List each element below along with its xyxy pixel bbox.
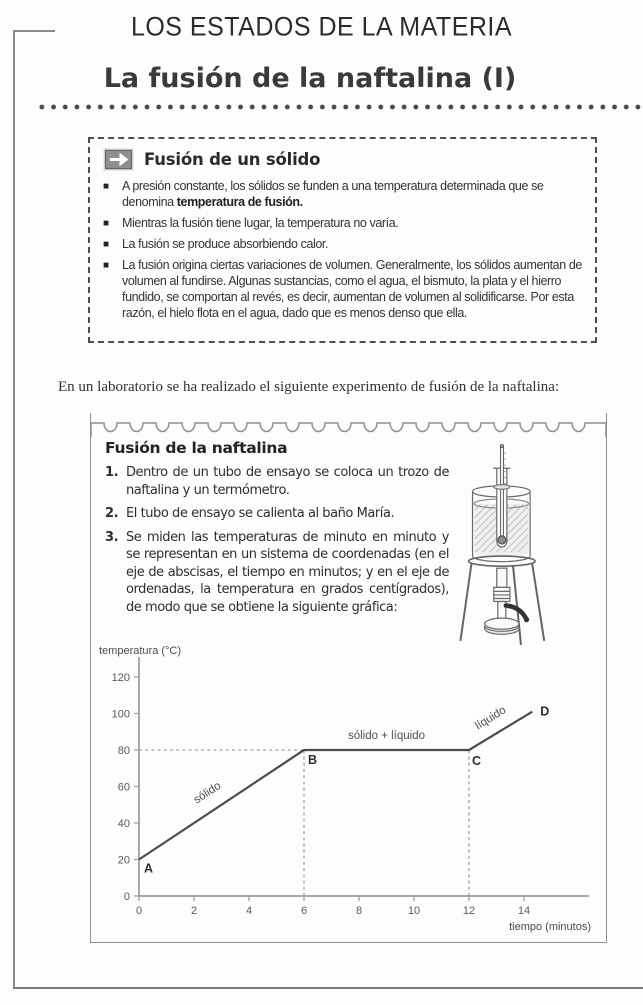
svg-text:12: 12	[462, 905, 476, 917]
scalloped-edge	[90, 412, 607, 438]
svg-text:0: 0	[135, 905, 143, 917]
svg-text:6: 6	[300, 905, 308, 917]
step-number: 2.	[105, 506, 119, 521]
experiment-steps	[105, 464, 449, 622]
page-frame-left	[13, 30, 55, 988]
step-item	[105, 529, 449, 617]
svg-text:80: 80	[117, 745, 130, 757]
svg-text:tiempo (minutos): tiempo (minutos)	[509, 921, 591, 933]
bullet-text: Mientras la fusión tiene lugar, la temperatura no varía.	[122, 216, 399, 230]
bullet-text-bold: temperatura de fusión.	[176, 195, 303, 209]
svg-text:100: 100	[111, 708, 130, 721]
svg-text:40: 40	[117, 818, 130, 830]
step-text: El tubo de ensayo se calienta al baño María.	[126, 506, 395, 521]
svg-text:4: 4	[245, 905, 253, 917]
step-number: 3.	[105, 529, 119, 545]
experiment-title: Fusión de la naftalina	[105, 439, 288, 457]
svg-text:60: 60	[117, 781, 130, 794]
info-box	[88, 137, 597, 343]
svg-text:2: 2	[190, 905, 198, 917]
bullet-item	[103, 236, 583, 252]
page-title: LOS ESTADOS DE LA MATERIA	[130, 12, 513, 42]
square-bullet-icon: ■	[103, 239, 109, 250]
svg-text:B: B	[308, 753, 318, 767]
svg-text:0: 0	[123, 891, 130, 903]
step-text: Dentro de un tubo de ensayo se coloca un trozo de naftalina y un termómetro.	[126, 465, 449, 498]
svg-text:10: 10	[407, 905, 421, 917]
svg-text:A: A	[144, 861, 154, 876]
square-bullet-icon: ■	[103, 181, 109, 192]
bullet-item	[103, 178, 583, 210]
step-item	[105, 464, 449, 499]
bullet-item	[103, 215, 583, 231]
svg-text:líquido: líquido	[473, 704, 509, 733]
svg-text:14: 14	[517, 905, 531, 917]
svg-text:D: D	[540, 704, 550, 719]
svg-text:sólido: sólido	[191, 779, 224, 807]
arrow-right-icon	[103, 148, 134, 171]
square-bullet-icon: ■	[103, 218, 109, 229]
svg-text:8: 8	[355, 905, 363, 917]
dotted-separator	[36, 102, 643, 112]
info-box-header	[103, 148, 583, 171]
step-text: Se miden las temperaturas de minuto en minuto y se representan en un sistema de coordenadas (en el eje de abscisas, el tiempo en minutos; y en el eje de ordenadas, la temperatura en grados centígrados), de modo que se obtiene la siguiente gráfica:	[126, 529, 449, 615]
svg-text:20: 20	[117, 854, 130, 867]
bullet-item	[103, 257, 583, 321]
intro-paragraph: En un laboratorio se ha realizado el siguiente experimento de fusión de la naftalina:	[58, 379, 560, 395]
experiment-box	[90, 413, 607, 943]
bullet-text: La fusión origina ciertas variaciones de volumen. Generalmente, los sólidos aumentan de volumen al fundirse. Algunas sustancias, como el agua, el bismuto, la plata y el hierro fundido, se comportan al revés, es decir, aumentan de volumen al solidificarse. Por esta razón, el hielo flota en el agua, dado que es menos denso que ella.	[122, 258, 582, 320]
melting-curve-chart	[91, 645, 608, 943]
step-number: 1.	[105, 465, 119, 480]
lab-apparatus-illustration	[457, 443, 583, 655]
square-bullet-icon: ■	[103, 260, 109, 271]
svg-text:sólido + líquido: sólido + líquido	[347, 730, 426, 743]
svg-text:120: 120	[111, 672, 130, 684]
step-item	[105, 505, 449, 523]
info-bullet-list	[103, 178, 583, 321]
info-box-title: Fusión de un sólido	[144, 150, 321, 169]
section-title: La fusión de la naftalina (I)	[103, 63, 517, 94]
page-frame-bottom	[13, 987, 643, 989]
bullet-text: La fusión se produce absorbiendo calor.	[122, 237, 329, 251]
bullet-text: A presión constante, los sólidos se funden a una temperatura determinada que se denomina	[122, 179, 544, 209]
svg-text:temperatura (°C): temperatura (°C)	[99, 645, 182, 657]
svg-text:C: C	[472, 754, 482, 768]
